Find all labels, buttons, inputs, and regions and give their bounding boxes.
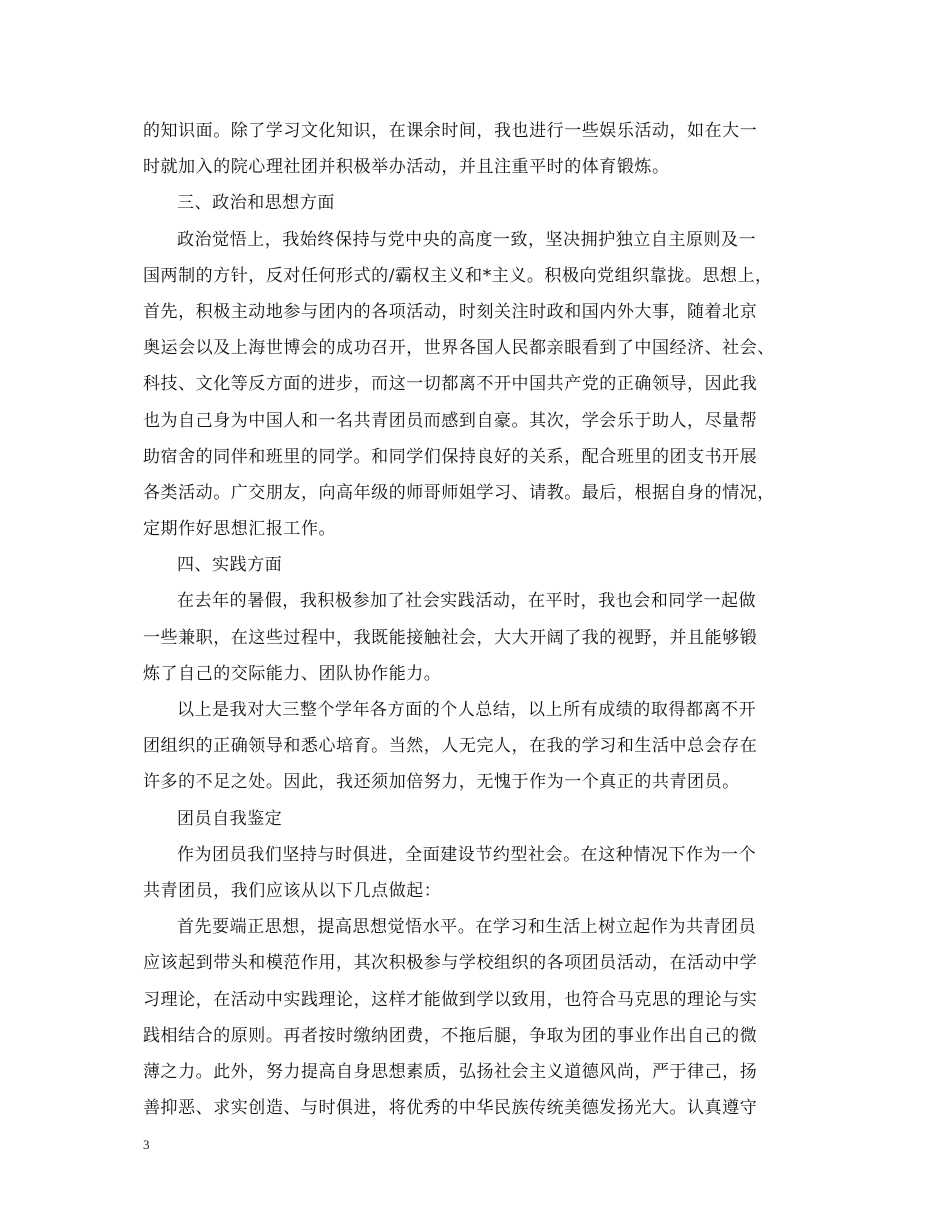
text-line: 以上是我对大三整个学年各方面的个人总结，以上所有成绩的取得都离不开 [177, 700, 757, 720]
text-line: 团员自我鉴定 [177, 808, 283, 829]
text-line: 政治觉悟上，我始终保持与党中央的高度一致，坚决拥护独立自主原则及一 [177, 229, 757, 250]
text-line: 助宿舍的同伴和班里的同学。和同学们保持良好的关系，配合班里的团支书开展 [143, 446, 758, 467]
text-line: 践相结合的原则。再者按时缴纳团费，不拖后腿，争取为团的事业作出自己的微 [143, 1025, 758, 1046]
text-line: 善抑恶、求实创造、与时俱进，将优秀的中华民族传统美德发扬光大。认真遵守 [143, 1098, 758, 1119]
text-line: 作为团员我们坚持与时俱进，全面建设节约型社会。在这种情况下作为一个 [177, 844, 757, 865]
text-line: 的知识面。除了学习文化知识，在课余时间，我也进行一些娱乐活动，如在大一 [143, 121, 758, 141]
text-line: 共青团员，我们应该从以下几点做起： [143, 880, 442, 901]
text-line: 炼了自己的交际能力、团队协作能力。 [143, 663, 442, 684]
text-line: 应该起到带头和模范作用，其次积极参与学校组织的各项团员活动，在活动中学 [143, 953, 758, 974]
text-line: 各类活动。广交朋友，向高年级的师哥师姐学习、请教。最后，根据自身的情况， [143, 482, 775, 503]
document-body [143, 113, 823, 1126]
text-line: 三、政治和思想方面 [177, 193, 335, 214]
text-line: 在去年的暑假，我积极参加了社会实践活动，在平时，我也会和同学一起做 [177, 591, 757, 612]
text-line: 定期作好思想汇报工作。 [143, 519, 337, 540]
text-line: 奥运会以及上海世博会的成功召开，世界各国人民都亲眼看到了中国经济、社会、 [143, 338, 775, 359]
text-line: 时就加入的院心理社团并积极举办活动，并且注重平时的体育锻炼。 [143, 157, 670, 178]
text-line: 团组织的正确领导和悉心培育。当然，人无完人，在我的学习和生活中总会存在 [143, 736, 758, 757]
text-line: 习理论，在活动中实践理论，这样才能做到学以致用，也符合马克思的理论与实 [143, 989, 758, 1010]
text-line: 首先，积极主动地参与团内的各项活动，时刻关注时政和国内外大事，随着北京 [143, 301, 758, 322]
text-line: 国两制的方针，反对任何形式的/霸权主义和*主义。积极向党组织靠拢。思想上， [143, 265, 773, 286]
text-line: 也为自己身为中国人和一名共青团员而感到自豪。其次，学会乐于助人，尽量帮 [143, 410, 758, 431]
text-line: 科技、文化等反方面的进步，而这一切都离不开中国共产党的正确领导，因此我 [143, 374, 758, 395]
text-line: 薄之力。此外，努力提高自身思想素质，弘扬社会主义道德风尚，严于律己，扬 [143, 1061, 758, 1082]
text-line: 一些兼职，在这些过程中，我既能接触社会，大大开阔了我的视野，并且能够锻 [143, 627, 758, 648]
page-number: 3 [143, 1137, 150, 1152]
text-line: 四、实践方面 [177, 555, 283, 576]
text-line: 首先要端正思想，提高思想觉悟水平。在学习和生活上树立起作为共青团员 [177, 917, 757, 938]
text-line: 许多的不足之处。因此，我还须加倍努力，无愧于作为一个真正的共青团员。 [143, 772, 740, 793]
